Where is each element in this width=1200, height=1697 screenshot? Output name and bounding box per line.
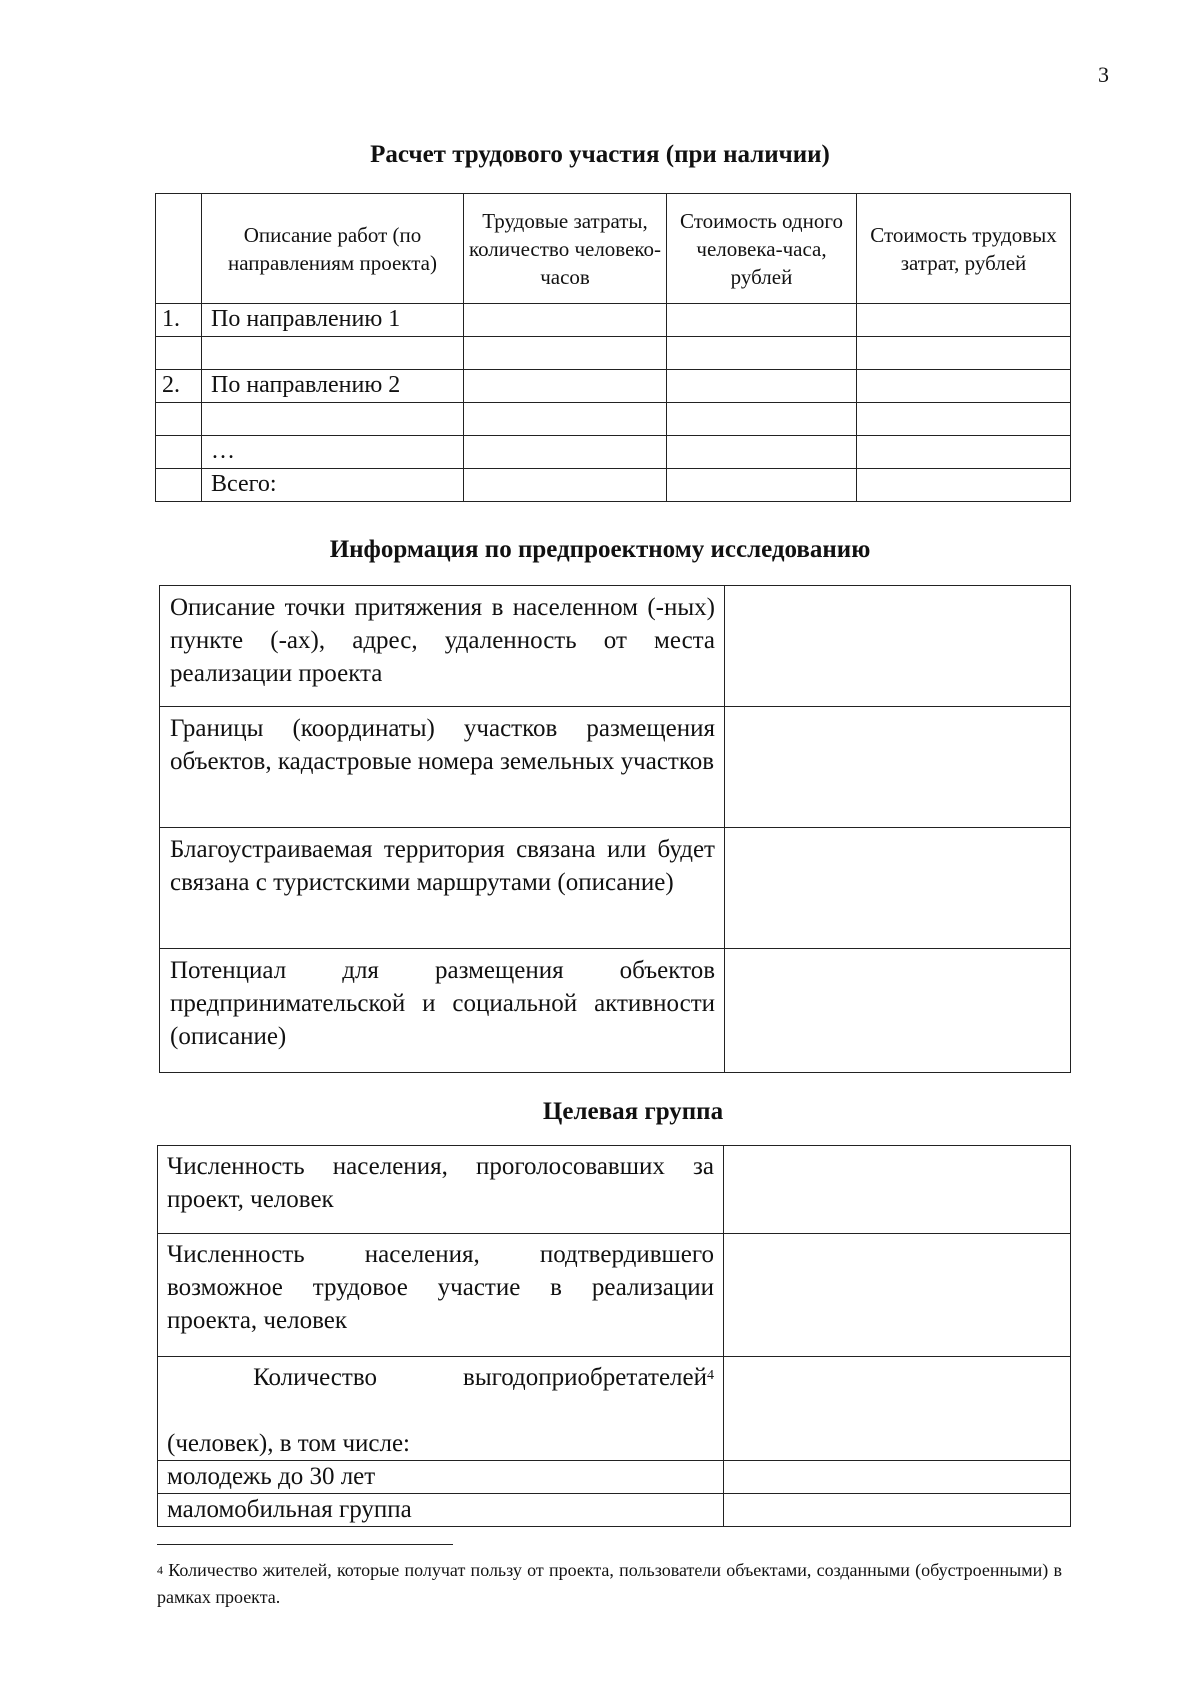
value-cell[interactable] (724, 1357, 1071, 1461)
row-num (156, 436, 202, 469)
row-label: Численность населения, подтвердившего возможное трудовое участие в реализации проекта, человек (158, 1234, 724, 1357)
row-label: Потенциал для размещения объектов предпринимательской и социальной активности (описание) (160, 949, 725, 1073)
hour-cost-cell[interactable] (667, 469, 857, 502)
hour-cost-cell[interactable] (667, 370, 857, 403)
header-hour-cost: Стоимость одного человека-часа, рублей (667, 194, 857, 304)
footnote-mark[interactable]: 4 (707, 1368, 714, 1383)
value-cell[interactable] (725, 586, 1071, 707)
header-work-description: Описание работ (по направлениям проекта) (202, 194, 464, 304)
labor-hours-cell[interactable] (464, 469, 667, 502)
hour-cost-cell[interactable] (667, 403, 857, 436)
value-cell[interactable] (724, 1494, 1071, 1527)
header-labor-hours: Трудовые затраты, количество человеко-часов (464, 194, 667, 304)
labor-table-header (156, 194, 1071, 304)
table-row (160, 707, 1071, 828)
preproject-section-title: Информация по предпроектному исследованию (329, 536, 871, 563)
page-number: 3 (1098, 62, 1109, 87)
target-group-table (157, 1145, 1071, 1527)
labor-section-title: Расчет трудового участия (при наличии) (370, 141, 830, 168)
label-tail: (человек), в том числе: (167, 1430, 411, 1457)
label-first-word: Количество (253, 1364, 377, 1391)
footnote-number: 4 (157, 1563, 163, 1577)
labor-hours-cell[interactable] (464, 436, 667, 469)
total-cost-cell[interactable] (857, 304, 1071, 337)
row-label: Численность населения, проголосовавших за проект, человек (158, 1146, 724, 1234)
value-cell[interactable] (725, 707, 1071, 828)
header-total-cost: Стоимость трудовых затрат, рублей (857, 194, 1071, 304)
table-row (160, 586, 1071, 707)
row-description (202, 337, 464, 370)
footnote-separator (157, 1544, 453, 1545)
table-row (158, 1146, 1071, 1234)
footnote (157, 1557, 1062, 1611)
total-cost-cell[interactable] (857, 436, 1071, 469)
preproject-table (159, 585, 1071, 1073)
total-cost-cell[interactable] (857, 403, 1071, 436)
label-second-word: выгодоприобретателей$^4$ (463, 1364, 714, 1391)
footnote-text: Количество жителей, которые получат пользу от проекта, пользователи объектами, созданными (обустроенными) в рамках проекта. (157, 1560, 1062, 1607)
value-cell[interactable] (724, 1146, 1071, 1234)
value-cell[interactable] (725, 828, 1071, 949)
table-row (156, 436, 1071, 469)
row-label: Границы (координаты) участков размещения объектов, кадастровые номера земельных участков (160, 707, 725, 828)
row-num (156, 337, 202, 370)
row-description: … (202, 436, 464, 469)
row-num: 2. (156, 370, 202, 403)
header-num (156, 194, 202, 304)
row-description (202, 403, 464, 436)
row-description: По направлению 2 (202, 370, 464, 403)
total-cost-cell[interactable] (857, 370, 1071, 403)
hour-cost-cell[interactable] (667, 304, 857, 337)
labor-hours-cell[interactable] (464, 370, 667, 403)
row-label-beneficiaries (158, 1357, 724, 1461)
table-row (158, 1494, 1071, 1527)
row-description: Всего: (202, 469, 464, 502)
total-cost-cell[interactable] (857, 469, 1071, 502)
row-label: Описание точки притяжения в населенном (-ных) пункте (-ах), адрес, удаленность от места реализации проекта (160, 586, 725, 707)
row-label: Благоустраиваемая территория связана или будет связана с туристскими маршрутами (описание) (160, 828, 725, 949)
labor-table (155, 193, 1071, 502)
value-cell[interactable] (724, 1234, 1071, 1357)
value-cell[interactable] (725, 949, 1071, 1073)
table-row (156, 370, 1071, 403)
table-row (156, 304, 1071, 337)
row-num: 1. (156, 304, 202, 337)
row-description: По направлению 1 (202, 304, 464, 337)
value-cell[interactable] (724, 1461, 1071, 1494)
labor-hours-cell[interactable] (464, 403, 667, 436)
hour-cost-cell[interactable] (667, 337, 857, 370)
row-label: молодежь до 30 лет (158, 1461, 724, 1494)
table-row-total (156, 469, 1071, 502)
labor-hours-cell[interactable] (464, 304, 667, 337)
labor-hours-cell[interactable] (464, 337, 667, 370)
row-label: маломобильная группа (158, 1494, 724, 1527)
row-num (156, 469, 202, 502)
table-row (156, 337, 1071, 370)
table-row (158, 1461, 1071, 1494)
table-row (160, 949, 1071, 1073)
row-num (156, 403, 202, 436)
table-row (158, 1357, 1071, 1461)
hour-cost-cell[interactable] (667, 436, 857, 469)
total-cost-cell[interactable] (857, 337, 1071, 370)
table-row (160, 828, 1071, 949)
table-row (156, 403, 1071, 436)
table-row (158, 1234, 1071, 1357)
target-section-title: Целевая группа (542, 1098, 724, 1125)
